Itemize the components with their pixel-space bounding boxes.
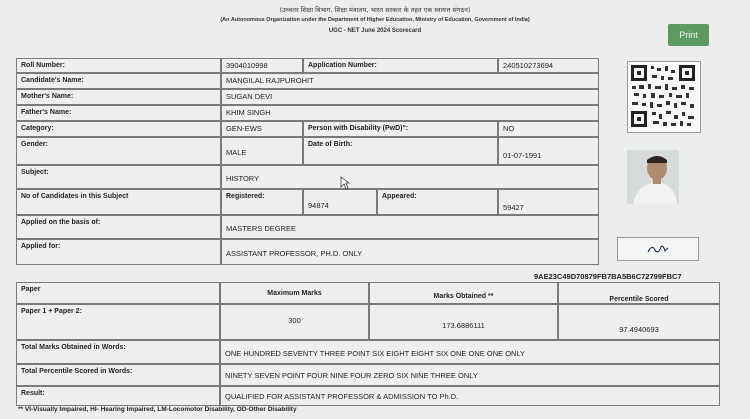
percentile-words-value: NINETY SEVEN POINT FOUR NINE FOUR ZERO SIX NINE THREE ONLY	[220, 364, 720, 386]
applied-for-label: Applied for:	[16, 239, 221, 265]
qr-code	[627, 61, 701, 133]
mother-name-label: Mother's Name:	[16, 89, 221, 105]
candidates-count-label: No of Candidates in this Subject	[16, 189, 221, 215]
scorecard-title: UGC - NET June 2024 Scorecard	[328, 28, 422, 34]
print-button[interactable]: Print	[668, 24, 709, 46]
marks-obtained-header: Marks Obtained **	[369, 282, 558, 304]
header-hindi: (उच्चतर शिक्षा विभाग, शिक्षा मंत्रालय, भारत सरकार के तहत एक स्वायत्त संगठन)	[279, 6, 471, 14]
paper-header: Paper	[16, 282, 220, 304]
marks-words-value: ONE HUNDRED SEVENTY THREE POINT SIX EIGHT EIGHT SIX ONE ONE ONE ONLY	[220, 340, 720, 364]
header-org: (An Autonomous Organization under the Department of Higher Education, Ministry of Education, Government of India)	[220, 17, 530, 23]
candidate-signature	[617, 237, 699, 261]
pwd-value: NO	[498, 121, 599, 137]
appeared-value: 59427	[498, 189, 599, 215]
roll-value: 3904010998	[221, 58, 303, 73]
dob-value: 01-07-1991	[498, 137, 599, 165]
basis-value: MASTERS DEGREE	[221, 215, 599, 239]
gender-value: MALE	[221, 137, 303, 165]
roll-label: Roll Number:	[16, 58, 221, 73]
application-value: 240510273694	[498, 58, 599, 73]
appeared-label: Appeared:	[377, 189, 498, 215]
registered-value: 94874	[303, 189, 377, 215]
max-marks-header: Maximum Marks	[220, 282, 369, 304]
percentile-words-label: Total Percentile Scored in Words:	[16, 364, 220, 386]
subject-value: HISTORY	[221, 165, 599, 189]
basis-label: Applied on the basis of:	[16, 215, 221, 239]
applied-for-value: ASSISTANT PROFESSOR, PH.D. ONLY	[221, 239, 599, 265]
footnote: ** VI-Visually Impaired, HI- Hearing Impaired, LM-Locomotor Disability, OD-Other Disability	[18, 406, 297, 413]
application-label: Application Number:	[303, 58, 498, 73]
father-name-value: KHIM SINGH	[221, 105, 599, 121]
candidate-name-label: Candidate's Name:	[16, 73, 221, 89]
category-label: Category:	[16, 121, 221, 137]
mouse-cursor-icon	[340, 176, 350, 195]
candidate-photo	[627, 150, 679, 204]
paper-row-label: Paper 1 + Paper 2:	[16, 304, 220, 340]
result-value: QUALIFIED FOR ASSISTANT PROFESSOR & ADMISSION TO Ph.D.	[220, 386, 720, 406]
marks-obtained-value: 173.6886111	[369, 304, 558, 340]
father-name-label: Father's Name:	[16, 105, 221, 121]
verification-hash: 9AE23C49D70879FB7BA5B6C72799FBC7	[534, 272, 682, 281]
result-label: Result:	[16, 386, 220, 406]
max-marks-value: 300	[220, 304, 369, 340]
pwd-label: Person with Disability (PwD)":	[303, 121, 498, 137]
mother-name-value: SUGAN DEVI	[221, 89, 599, 105]
percentile-value: 97.4940693	[558, 304, 720, 340]
percentile-header: Percentile Scored	[558, 282, 720, 304]
subject-label: Subject:	[16, 165, 221, 189]
dob-label: Date of Birth:	[303, 137, 498, 165]
registered-label: Registered:	[221, 189, 303, 215]
marks-words-label: Total Marks Obtained in Words:	[16, 340, 220, 364]
category-value: GEN-EWS	[221, 121, 303, 137]
candidate-name-value: MANGILAL RAJPUROHIT	[221, 73, 599, 89]
gender-label: Gender:	[16, 137, 221, 165]
